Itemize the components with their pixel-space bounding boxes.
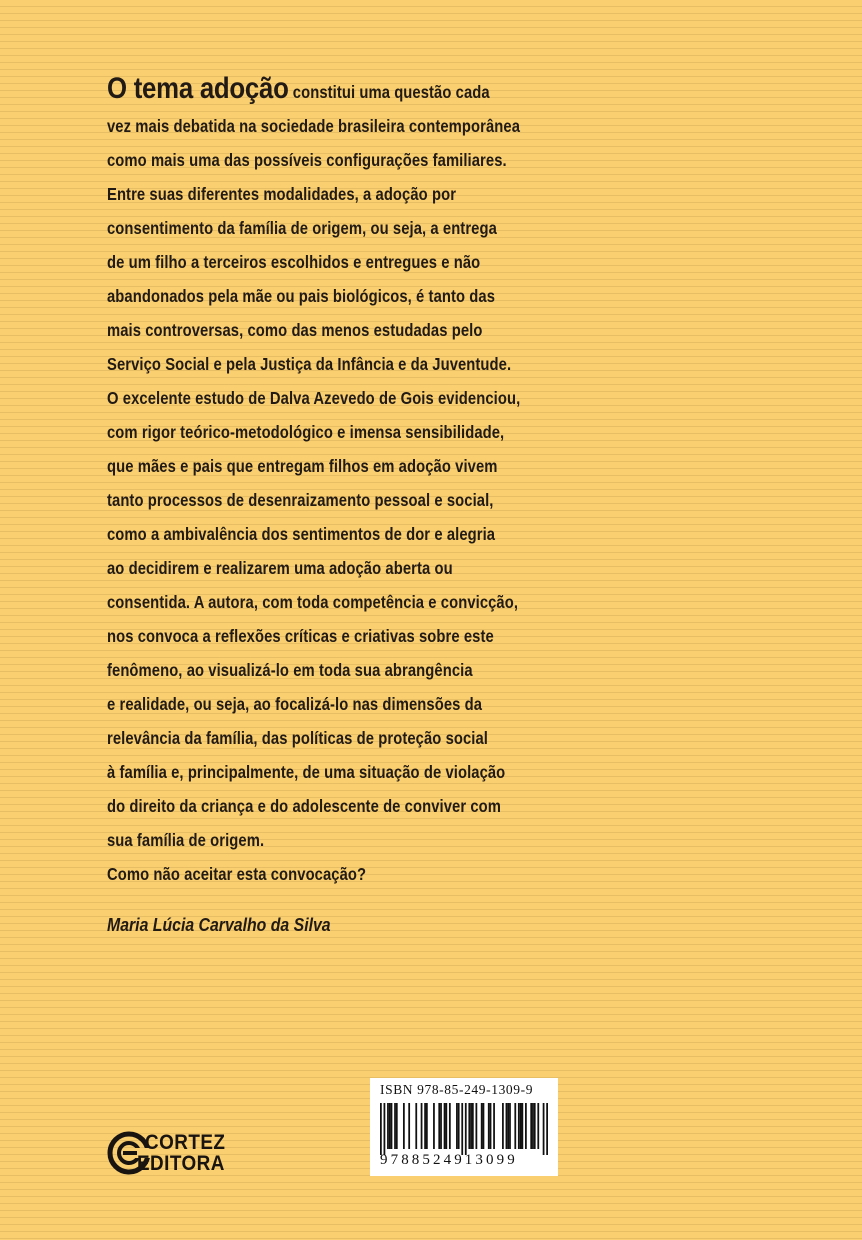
blurb-line: como mais uma das possíveis configurações familiares. <box>107 150 507 170</box>
back-cover-blurb <box>107 72 521 891</box>
blurb-line: mais controversas, como das menos estudadas pelo <box>107 320 483 340</box>
barcode-bar <box>525 1103 527 1149</box>
barcode-bar <box>394 1103 396 1149</box>
ean-digits: 9788524913099 <box>380 1152 518 1168</box>
blurb-line: à família e, principalmente, de uma situação de violação <box>107 762 506 782</box>
isbn-barcode <box>370 1078 558 1176</box>
blurb-line: O excelente estudo de Dalva Azevedo de Gois evidenciou, <box>107 388 521 408</box>
barcode-bar <box>433 1103 435 1149</box>
blurb-line: do direito da criança e do adolescente de conviver com <box>107 796 502 816</box>
barcode-bar <box>426 1103 428 1149</box>
barcode-bar <box>537 1103 539 1149</box>
blurb-line: Serviço Social e pela Justiça da Infância e da Juventude. <box>107 354 512 374</box>
barcode-bar <box>472 1103 474 1149</box>
barcode-bar <box>380 1103 382 1155</box>
blurb-line: abandonados pela mãe ou pais biológicos, é tanto das <box>107 286 496 306</box>
blurb-line: fenômeno, ao visualizá-lo em toda sua abrangência <box>107 660 473 680</box>
publisher-logo <box>107 1125 247 1181</box>
blurb-line: sua família de origem. <box>107 830 265 850</box>
barcode-bar <box>475 1103 477 1149</box>
barcode-bar <box>490 1103 492 1149</box>
barcode-bar <box>391 1103 393 1149</box>
barcode-bar <box>493 1103 495 1149</box>
blurb-line: e realidade, ou seja, ao focalizá-lo nas dimensões da <box>107 694 483 714</box>
barcode-bar <box>546 1103 548 1155</box>
barcode-bar <box>445 1103 447 1149</box>
blurb-line: nos convoca a reflexões críticas e criativas sobre este <box>107 626 494 646</box>
barcode-bar <box>488 1103 490 1149</box>
publisher-name-line2: EDITORA <box>137 1152 225 1175</box>
barcode-bar <box>424 1103 426 1149</box>
barcode-bar <box>530 1103 532 1149</box>
barcode-bar <box>502 1103 504 1149</box>
barcode-bar <box>534 1103 536 1149</box>
barcode-bar <box>438 1103 440 1149</box>
barcode-bar <box>440 1103 442 1149</box>
blurb-line: como a ambivalência dos sentimentos de dor e alegria <box>107 524 496 544</box>
blurb-line: consentida. A autora, com toda competência e convicção, <box>107 592 519 612</box>
barcode-bar <box>520 1103 522 1149</box>
barcode-bar <box>408 1103 410 1149</box>
barcode-bar <box>384 1103 386 1155</box>
barcode-bar <box>468 1103 470 1149</box>
barcode-bar <box>415 1103 417 1149</box>
barcode-bars <box>380 1103 548 1155</box>
isbn-label: ISBN 978-85-249-1309-9 <box>380 1082 534 1097</box>
barcode-bar <box>543 1103 545 1155</box>
blurb-signature: Maria Lúcia Carvalho da Silva <box>107 915 331 935</box>
barcode-bar <box>507 1103 509 1149</box>
barcode-bar <box>481 1103 483 1149</box>
barcode-bar <box>396 1103 398 1149</box>
barcode-bar <box>465 1103 467 1155</box>
barcode-bar <box>483 1103 485 1149</box>
blurb-line: com rigor teórico-metodológico e imensa sensibilidade, <box>107 422 505 442</box>
barcode-bar <box>506 1103 508 1149</box>
barcode-bar <box>389 1103 391 1149</box>
barcode-bar <box>518 1103 520 1149</box>
blurb-line: Entre suas diferentes modalidades, a adoção por <box>107 184 457 204</box>
barcode-bar <box>449 1103 451 1149</box>
barcode-bar <box>509 1103 511 1149</box>
blurb-line: relevância da família, das políticas de proteção social <box>107 728 488 748</box>
blurb-line: de um filho a terceiros escolhidos e entregues e não <box>107 252 481 272</box>
blurb-line: vez mais debatida na sociedade brasileira contemporânea <box>107 116 521 136</box>
barcode-bar <box>514 1103 516 1149</box>
barcode-bar <box>470 1103 472 1149</box>
barcode-bar <box>532 1103 534 1149</box>
blurb-line: consentimento da família de origem, ou seja, a entrega <box>107 218 497 238</box>
blurb-first-line-rest: constitui uma questão cada <box>288 82 490 102</box>
blurb-line-1 <box>107 72 511 109</box>
barcode-bar <box>458 1103 460 1149</box>
barcode-bar <box>521 1103 523 1149</box>
barcode-bar <box>461 1103 463 1155</box>
blurb-line: Como não aceitar esta convocação? <box>107 864 367 884</box>
barcode-bar <box>403 1103 405 1149</box>
barcode-bar <box>387 1103 389 1149</box>
blurb-line: que mães e pais que entregam filhos em adoção vivem <box>107 456 498 476</box>
publisher-name-line1: CORTEZ <box>145 1131 226 1154</box>
blurb-line: ao decidirem e realizarem uma adoção aberta ou <box>107 558 453 578</box>
barcode-bar <box>444 1103 446 1149</box>
blurb-line: tanto processos de desenraizamento pessoal e social, <box>107 490 494 510</box>
barcode-bar <box>456 1103 458 1149</box>
blurb-lead: O tema adoção <box>107 72 289 105</box>
barcode-bar <box>421 1103 423 1149</box>
